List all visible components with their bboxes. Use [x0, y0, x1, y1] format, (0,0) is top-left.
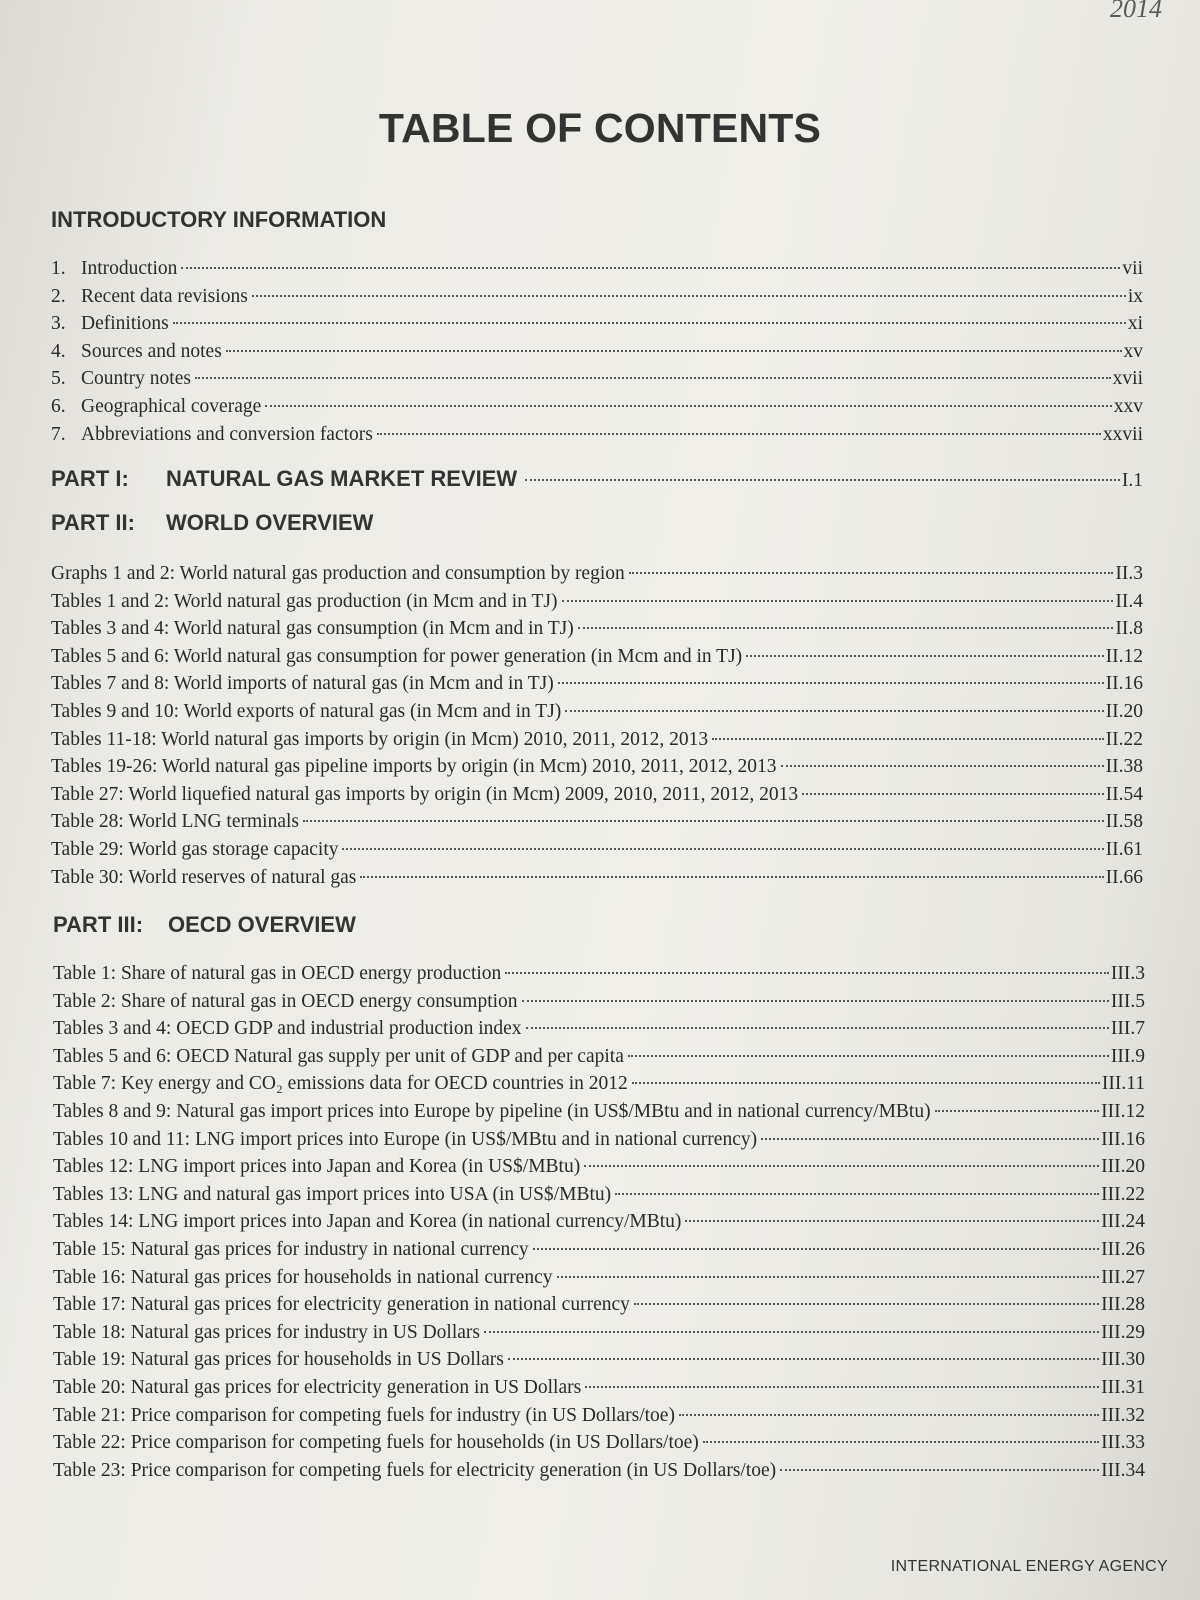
toc-entry-page-number: III.5 [1110, 990, 1145, 1012]
toc-entry-page-number: II.12 [1105, 645, 1143, 667]
toc-entry-page-number: III.33 [1101, 1432, 1145, 1454]
toc-entry-title: Definitions [81, 313, 169, 335]
toc-entry-number: 6. [51, 395, 66, 417]
footer-publisher: INTERNATIONAL ENERGY AGENCY [890, 1558, 1168, 1575]
toc-entry-page-number: III.7 [1110, 1018, 1145, 1040]
toc-entry-title: Table 27: World liquefied natural gas imports by origin (in Mcm) 2009, 2010, 2011, 2012, 2013 [51, 783, 799, 805]
toc-entry-page-number: III.31 [1101, 1376, 1145, 1398]
dot-leader [508, 1358, 1099, 1360]
toc-entry-title: Tables 10 and 11: LNG import prices into Europe (in US$/MBtu and in national currency) [53, 1128, 758, 1150]
page-title: TABLE OF CONTENTS [378, 105, 822, 151]
dot-leader [632, 1082, 1100, 1084]
part-one-toc-entry [51, 466, 1143, 492]
dot-leader [584, 1165, 1099, 1167]
toc-entry [53, 1346, 1145, 1374]
toc-entry-title: Table 16: Natural gas prices for households in national currency [53, 1266, 553, 1288]
dot-leader [360, 876, 1103, 878]
toc-entry [51, 421, 1143, 449]
toc-entry [51, 698, 1143, 726]
toc-entry [51, 836, 1143, 864]
toc-entry-page-number: III.27 [1101, 1266, 1145, 1288]
toc-entry-number: 3. [51, 313, 66, 335]
toc-entry-page-number: III.20 [1101, 1156, 1145, 1178]
part-three-heading [53, 912, 356, 938]
toc-entry [53, 1043, 1145, 1071]
toc-entry-number: 7. [51, 423, 66, 445]
toc-entry [53, 960, 1145, 988]
dot-leader [173, 322, 1126, 324]
toc-entry-title: Tables 19-26: World natural gas pipeline imports by origin (in Mcm) 2010, 2011, 2012, 2013 [51, 756, 777, 778]
toc-entry-page-number: III.12 [1101, 1100, 1145, 1122]
toc-entry [51, 338, 1143, 366]
toc-entry [51, 808, 1143, 836]
toc-entry [51, 643, 1143, 671]
toc-entry-title: Graphs 1 and 2: World natural gas production and consumption by region [51, 563, 625, 584]
toc-entry-title: Table 28: World LNG terminals [51, 811, 299, 833]
toc-entry [51, 560, 1143, 588]
dot-leader [712, 738, 1104, 740]
toc-entry-page-number: II.3 [1115, 563, 1143, 584]
toc-entry-title: Table 17: Natural gas prices for electricity generation in national currency [53, 1294, 630, 1316]
toc-entry [51, 670, 1143, 698]
toc-entry-page-number: III.29 [1101, 1321, 1145, 1343]
toc-entry [53, 1319, 1145, 1347]
toc-entry [53, 1208, 1145, 1236]
toc-entry-title: Abbreviations and conversion factors [81, 423, 373, 445]
toc-entry-page-number: III.9 [1110, 1045, 1145, 1067]
part-one-label: PART I: [51, 466, 129, 491]
toc-entry-title: Table 2: Share of natural gas in OECD energy consumption [53, 990, 518, 1012]
toc-entry-title: Tables 3 and 4: World natural gas consumption (in Mcm and in TJ) [51, 618, 574, 640]
dot-leader [761, 1138, 1099, 1140]
dot-leader [703, 1441, 1099, 1443]
toc-entry-page-number: xi [1127, 313, 1143, 335]
dot-leader [265, 405, 1111, 407]
dot-leader [226, 350, 1122, 352]
toc-entry-title: Introduction [81, 258, 178, 279]
dot-leader [526, 1027, 1109, 1029]
toc-entry [53, 1070, 1145, 1098]
dot-leader [533, 1248, 1099, 1250]
toc-entry [53, 1374, 1145, 1402]
toc-entry-page-number: II.22 [1105, 728, 1143, 750]
part-two-heading [51, 510, 373, 536]
toc-entry [53, 1236, 1145, 1264]
part-one-heading [51, 466, 517, 492]
toc-entry [51, 615, 1143, 643]
toc-entry-page-number: II.58 [1105, 811, 1143, 833]
toc-entry-title: Tables 14: LNG import prices into Japan and Korea (in national currency/MBtu) [53, 1211, 682, 1233]
toc-entry-title: Table 29: World gas storage capacity [51, 838, 339, 860]
toc-entry [51, 864, 1143, 892]
dot-leader [181, 267, 1120, 269]
toc-entry-page-number: vii [1122, 258, 1143, 279]
dot-leader [377, 433, 1101, 435]
dot-leader [802, 793, 1103, 795]
toc-entry [51, 283, 1143, 311]
dot-leader [558, 682, 1104, 684]
toc-entry-title: Table 30: World reserves of natural gas [51, 866, 357, 888]
part-three-label: PART III: [53, 912, 144, 937]
dot-leader [525, 479, 1120, 481]
toc-entry-title: Table 15: Natural gas prices for industry in national currency [53, 1238, 529, 1260]
part-two-label: PART II: [51, 510, 135, 535]
toc-entry-title: Tables 3 and 4: OECD GDP and industrial production index [53, 1018, 522, 1040]
toc-entry-title: Table 19: Natural gas prices for households in US Dollars [53, 1349, 504, 1371]
toc-entry-title: Tables 7 and 8: World imports of natural gas (in Mcm and in TJ) [51, 673, 554, 695]
part-two-toc-list [51, 560, 1143, 891]
dot-leader [505, 972, 1109, 974]
dot-leader [562, 600, 1114, 602]
toc-entry-page-number: III.28 [1101, 1294, 1145, 1316]
part-two-title: WORLD OVERVIEW [166, 510, 374, 535]
part-one-title: NATURAL GAS MARKET REVIEW [166, 466, 518, 491]
dot-leader [634, 1303, 1099, 1305]
toc-entry-title: Table 18: Natural gas prices for industry in US Dollars [53, 1321, 481, 1343]
toc-entry-page-number: II.38 [1105, 756, 1143, 778]
toc-entry [51, 393, 1143, 421]
toc-entry-title: Tables 11-18: World natural gas imports by origin (in Mcm) 2010, 2011, 2012, 2013 [51, 728, 709, 750]
toc-entry [53, 1126, 1145, 1154]
toc-entry-title: Tables 13: LNG and natural gas import prices into USA (in US$/MBtu) [53, 1183, 612, 1205]
toc-entry [53, 1015, 1145, 1043]
toc-entry-title: Table 20: Natural gas prices for electricity generation in US Dollars [53, 1376, 582, 1398]
toc-entry-page-number: xxvii [1102, 423, 1143, 445]
toc-entry-title: Tables 8 and 9: Natural gas import prices into Europe by pipeline (in US$/MBtu and in national currency/MBtu) [53, 1100, 931, 1122]
dot-leader [578, 627, 1114, 629]
toc-entry [51, 588, 1143, 616]
toc-entry-title: Table 7: Key energy and CO₂ emissions data for OECD countries in 2012 [53, 1073, 628, 1095]
dot-leader [780, 1469, 1099, 1471]
toc-entry-page-number: II.20 [1105, 700, 1143, 722]
toc-entry-number: 4. [51, 340, 66, 362]
toc-entry [53, 1264, 1145, 1292]
toc-entry [51, 255, 1143, 283]
toc-entry-page-number: III.24 [1101, 1211, 1145, 1233]
part-one-page-number: I.1 [1121, 470, 1143, 491]
dot-leader [585, 1386, 1099, 1388]
toc-entry [53, 1153, 1145, 1181]
toc-entry [53, 1181, 1145, 1209]
toc-entry-page-number: ix [1127, 285, 1143, 307]
dot-leader [935, 1110, 1100, 1112]
introductory-toc-list [51, 255, 1143, 448]
toc-entry-number: 1. [51, 258, 66, 279]
toc-entry-title: Table 22: Price comparison for competing fuels for households (in US Dollars/toe) [53, 1432, 699, 1454]
toc-entry-title: Tables 5 and 6: World natural gas consumption for power generation (in Mcm and in TJ) [51, 645, 743, 667]
dot-leader [557, 1276, 1100, 1278]
toc-entry-page-number: III.22 [1101, 1183, 1145, 1205]
dot-leader [565, 710, 1103, 712]
toc-entry-title: Tables 5 and 6: OECD Natural gas supply per unit of GDP and per capita [53, 1045, 624, 1067]
toc-entry-page-number: II.66 [1105, 866, 1143, 888]
toc-entry-title: Tables 1 and 2: World natural gas production (in Mcm and in TJ) [51, 590, 558, 612]
toc-entry-title: Tables 12: LNG import prices into Japan and Korea (in US$/MBtu) [53, 1156, 581, 1178]
part-three-title: OECD OVERVIEW [168, 912, 356, 937]
toc-entry [53, 1402, 1145, 1430]
toc-entry-page-number: II.8 [1115, 618, 1143, 640]
toc-entry-title: Sources and notes [81, 340, 222, 362]
dot-leader [746, 655, 1103, 657]
toc-entry [53, 1098, 1145, 1126]
toc-entry [53, 1429, 1145, 1457]
toc-entry-page-number: II.16 [1105, 673, 1143, 695]
dot-leader [781, 765, 1104, 767]
toc-entry-page-number: xv [1123, 340, 1143, 362]
dot-leader [484, 1331, 1099, 1333]
toc-entry-page-number: II.61 [1105, 838, 1143, 860]
dot-leader [303, 820, 1104, 822]
toc-entry-page-number: II.54 [1105, 783, 1143, 805]
toc-entry-title: Table 23: Price comparison for competing fuels for electricity generation (in US Dollars/toe) [53, 1459, 777, 1481]
toc-entry [51, 310, 1143, 338]
dot-leader [522, 1000, 1109, 1002]
toc-entry-title: Recent data revisions [81, 285, 248, 307]
toc-entry-page-number: III.11 [1101, 1073, 1145, 1095]
toc-entry-page-number: II.4 [1115, 590, 1143, 612]
toc-entry-page-number: xvii [1112, 368, 1143, 390]
toc-entry-title: Table 1: Share of natural gas in OECD energy production [53, 963, 502, 984]
toc-entry-page-number: III.16 [1101, 1128, 1145, 1150]
toc-entry-title: Country notes [81, 368, 191, 390]
dot-leader [342, 848, 1103, 850]
toc-entry [51, 753, 1143, 781]
toc-entry-page-number: III.3 [1110, 963, 1145, 984]
toc-entry [53, 988, 1145, 1016]
dot-leader [628, 1055, 1109, 1057]
toc-entry-number: 2. [51, 285, 66, 307]
introductory-heading: INTRODUCTORY INFORMATION [51, 207, 387, 232]
toc-entry-page-number: III.30 [1101, 1349, 1145, 1371]
dot-leader [679, 1414, 1099, 1416]
dot-leader [615, 1193, 1099, 1195]
toc-entry [53, 1291, 1145, 1319]
dot-leader [629, 572, 1114, 574]
toc-entry-title: Table 21: Price comparison for competing fuels for industry (in US Dollars/toe) [53, 1404, 675, 1426]
handwritten-year-mark: 2014 [1110, 0, 1162, 23]
dot-leader [685, 1220, 1099, 1222]
part-three-toc-list [53, 960, 1145, 1484]
toc-entry-title: Tables 9 and 10: World exports of natural gas (in Mcm and in TJ) [51, 700, 562, 722]
toc-entry [53, 1457, 1145, 1485]
toc-entry [51, 365, 1143, 393]
toc-entry-page-number: III.26 [1101, 1238, 1145, 1260]
toc-entry-page-number: III.32 [1101, 1404, 1145, 1426]
toc-entry [51, 726, 1143, 754]
toc-entry-page-number: xxv [1113, 395, 1143, 417]
toc-entry [51, 781, 1143, 809]
dot-leader [195, 377, 1111, 379]
toc-entry-number: 5. [51, 368, 66, 390]
toc-entry-page-number: III.34 [1101, 1459, 1145, 1481]
dot-leader [252, 295, 1126, 297]
toc-entry-title: Geographical coverage [81, 395, 262, 417]
